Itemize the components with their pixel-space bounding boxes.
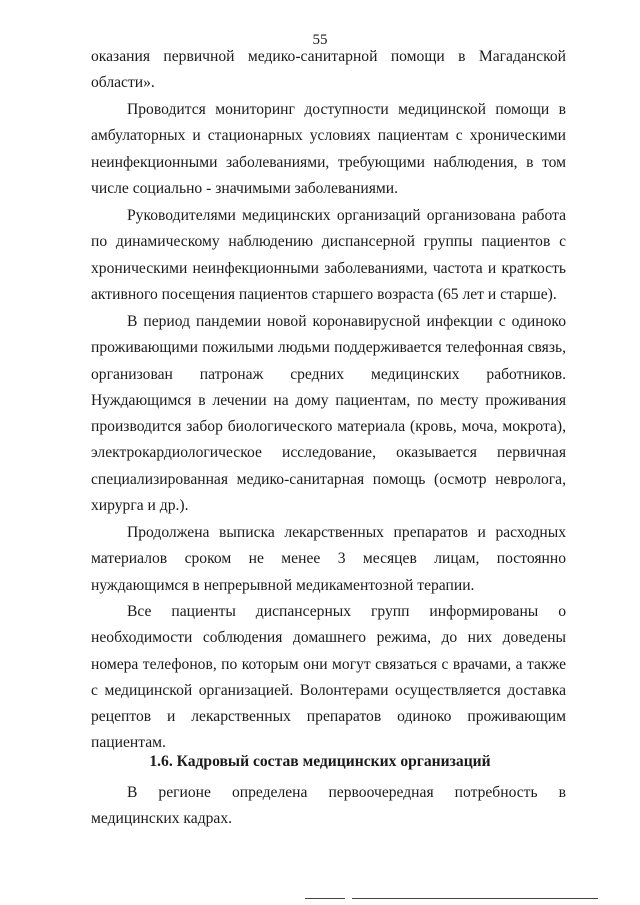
paragraph-continuation: оказания первичной медико-санитарной помощи в Магаданской области». (91, 48, 566, 92)
paragraph-prescriptions: Продолжена выписка лекарственных препаратов и расходных материалов сроком не менее 3 месяцев лицам, постоянно нуждающимся в непрерывной медикаментозной терапии. (91, 524, 566, 594)
paragraph-monitoring: Проводится мониторинг доступности медицинской помощи в амбулаторных и стационарных условиях пациентам с хроническими неинфекционными заболеваниями, требующими наблюдения, в том числе социально - значимыми заболеваниями. (91, 101, 566, 197)
paragraph-dispensary-observation: Руководителями медицинских организаций организована работа по динамическому наблюдению диспансерной группы пациентов с хроническими неинфекционными заболеваниями, частота и краткость активного посещения пациентов старшего возраста (65 лет и старше). (91, 207, 566, 303)
paragraph-pandemic-support: В период пандемии новой коронавирусной инфекции с одиноко проживающими пожилыми людьми поддерживается телефонная связь, организован патронаж средних медицинских работников. Нуждающимся в лечении на дому пациентам, по месту проживания производится забор биологического материала (кровь, моча, мокрота), электрокардиологическое исследование, оказывается первичная специализированная медико-санитарная помощь (осмотр невролога, хирурга и др.). (91, 313, 566, 515)
paragraph-dispensary-groups: Все пациенты диспансерных групп информированы о необходимости соблюдения домашнего режима, до них доведены номера телефонов, по которым они могут связаться с врачами, а также с медицинской организацией. Волонтерами осуществляется доставка рецептов и лекарственных препаратов одиноко проживающим пациентам. (91, 603, 566, 752)
section-heading: 1.6. Кадровый состав медицинских организаций (149, 753, 491, 770)
footer-rule-left (305, 898, 345, 899)
footer-rule-right (352, 898, 598, 899)
paragraph-staffing-need: В регионе определена первоочередная потребность в медицинских кадрах. (91, 784, 566, 828)
page-number: 55 (312, 32, 328, 48)
